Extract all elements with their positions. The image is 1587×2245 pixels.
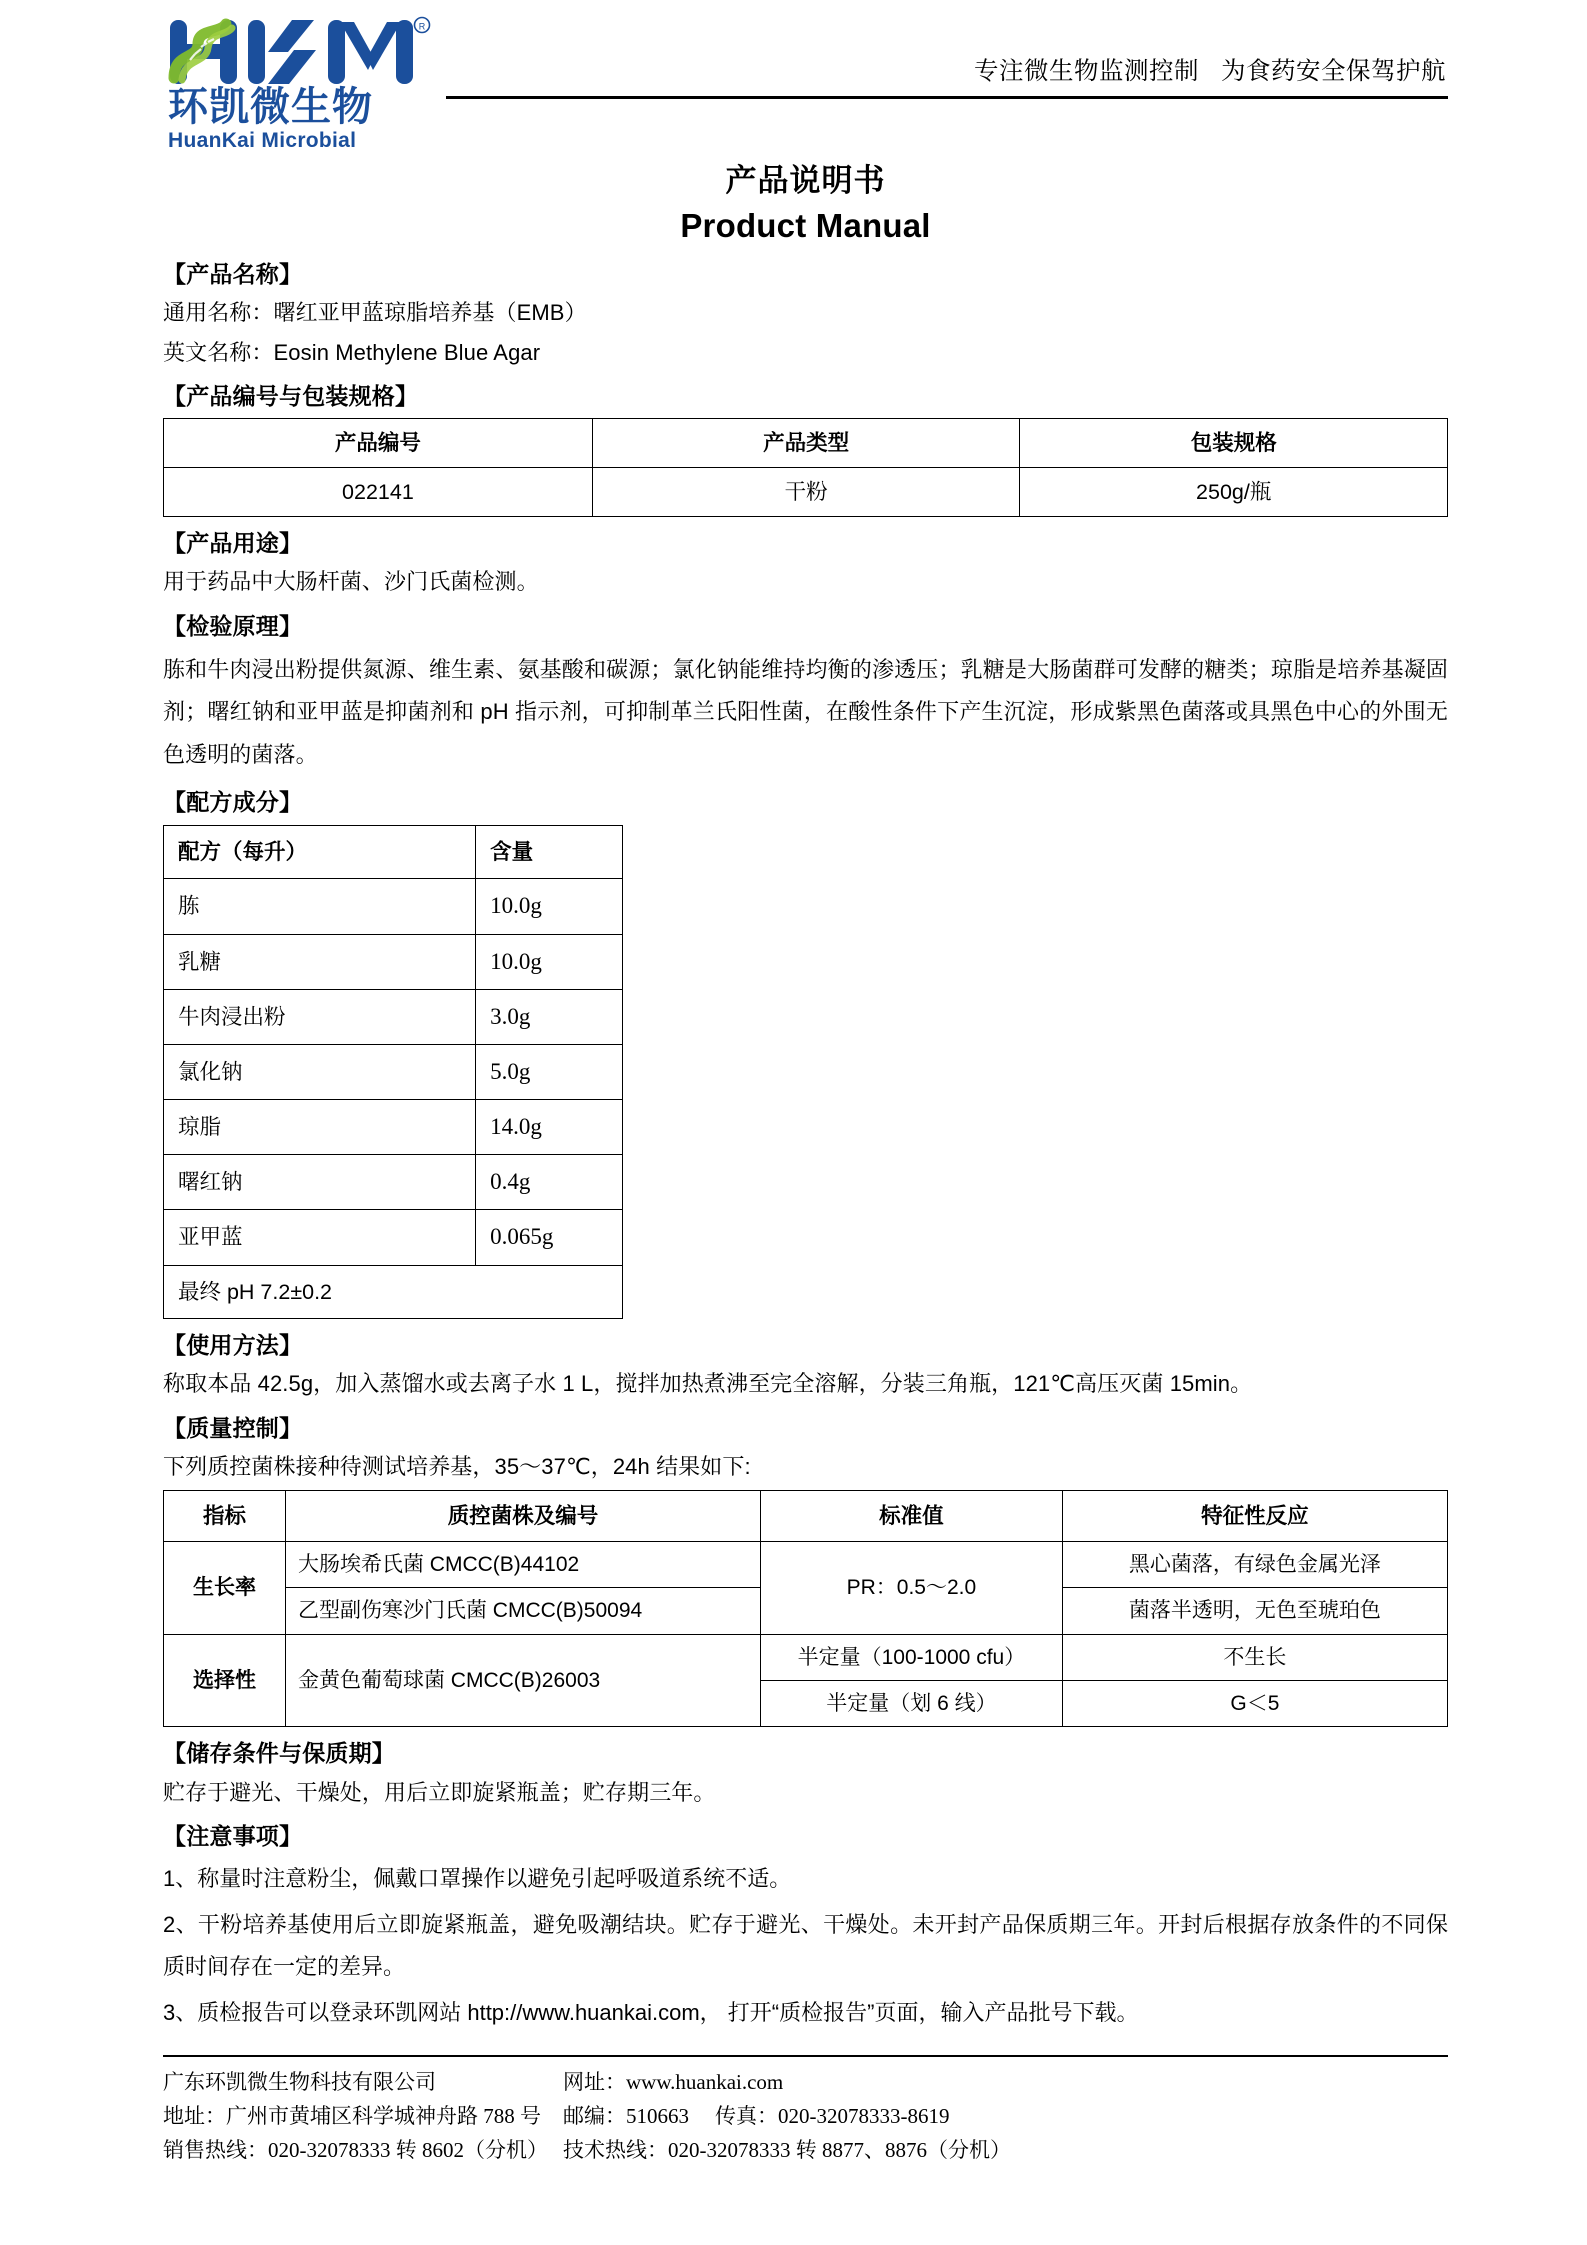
- spec-value-type: 干粉: [592, 467, 1020, 516]
- formula-amount: 10.0g: [476, 934, 623, 989]
- formula-amount: 3.0g: [476, 989, 623, 1044]
- footer-postcode: 邮编：510663: [563, 2104, 689, 2129]
- quality-control-table: [163, 1490, 1448, 1728]
- qc-col-reaction: 特征性反应: [1062, 1490, 1447, 1541]
- page-header: [163, 0, 1448, 150]
- footer-website: 网址：www.huankai.com: [563, 2070, 784, 2094]
- formula-amount: 0.065g: [476, 1210, 623, 1265]
- precaution-item: 1、称量时注意粉尘，佩戴口罩操作以避免引起呼吸道系统不适。: [163, 1865, 792, 1891]
- table-row: [164, 1044, 623, 1099]
- product-english-name: 英文名称：Eosin Methylene Blue Agar: [163, 339, 541, 365]
- hkm-wordmark-icon: [168, 16, 433, 90]
- footer-postcode-fax: [563, 2099, 1448, 2133]
- storage-text: 贮存于避光、干燥处，用后立即旋紧瓶盖；贮存期三年。: [163, 1779, 716, 1805]
- method-text: 称取本品 42.5g，加入蒸馏水或去离子水 1 L，搅拌加热煮沸至完全溶解，分装三角瓶，121℃高压灭菌 15min。: [163, 1371, 1253, 1397]
- qc-strain: 乙型副伤寒沙门氏菌 CMCC(B)50094: [285, 1588, 760, 1634]
- footer-divider: [163, 2055, 1448, 2057]
- footer-company-name: 广东环凯微生物科技有限公司: [163, 2070, 436, 2094]
- section-heading-precautions: 【注意事项】: [163, 1823, 303, 1850]
- section-heading-principle: 【检验原理】: [163, 612, 303, 639]
- footer-fax: 传真：020-32078333-8619: [715, 2104, 950, 2129]
- table-row: [164, 934, 623, 989]
- document-title-english: Product Manual: [680, 206, 931, 244]
- footer-address: 地址：广州市黄埔区科学城神舟路 788 号: [163, 2104, 541, 2129]
- section-heading-method: 【使用方法】: [163, 1331, 303, 1358]
- spec-value-package: 250g/瓶: [1020, 467, 1448, 516]
- table-header-row: [164, 826, 623, 879]
- header-divider: [446, 96, 1448, 99]
- formula-amount: 10.0g: [476, 879, 623, 934]
- qc-reaction: G＜5: [1062, 1680, 1447, 1726]
- formula-col-component: 配方（每升）: [164, 826, 476, 879]
- spec-col-package: 包装规格: [1020, 418, 1448, 467]
- principle-text: 胨和牛肉浸出粉提供氮源、维生素、氨基酸和碳源；氯化钠能维持均衡的渗透压；乳糖是大肠菌群可发酵的糖类；琼脂是培养基凝固剂；曙红钠和亚甲蓝是抑菌剂和 pH 指示剂，可抑制革兰氏阳性菌，在酸性条件下产生沉淀，形成紫黑色菌落或具黑色中心的外围无色透明的菌落。: [163, 657, 1448, 767]
- qc-strain: 金黄色葡萄球菌 CMCC(B)26003: [285, 1634, 760, 1727]
- formula-component: 牛肉浸出粉: [164, 989, 476, 1044]
- table-row: [164, 1155, 623, 1210]
- table-row: [164, 1100, 623, 1155]
- formula-amount: 14.0g: [476, 1100, 623, 1155]
- formula-component: 亚甲蓝: [164, 1210, 476, 1265]
- section-heading-product-name: 【产品名称】: [163, 260, 303, 287]
- purpose-text: 用于药品中大肠杆菌、沙门氏菌检测。: [163, 569, 539, 595]
- formula-amount: 0.4g: [476, 1155, 623, 1210]
- product-generic-name: 通用名称：曙红亚甲蓝琼脂培养基（EMB）: [163, 300, 587, 326]
- quality-control-intro: 下列质控菌株接种待测试培养基，35～37℃，24h 结果如下:: [163, 1454, 751, 1480]
- page-content: [163, 0, 1448, 2039]
- spec-table: [163, 418, 1448, 517]
- section-heading-storage: 【储存条件与保质期】: [163, 1740, 395, 1767]
- spec-col-code: 产品编号: [164, 418, 593, 467]
- page-footer: [163, 2055, 1448, 2167]
- table-header-row: [164, 1490, 1448, 1541]
- formula-table: [163, 825, 623, 1319]
- table-row: [164, 1541, 1448, 1587]
- qc-standard: 半定量（划 6 线）: [761, 1680, 1063, 1726]
- formula-component: 琼脂: [164, 1100, 476, 1155]
- section-heading-purpose: 【产品用途】: [163, 529, 303, 556]
- qc-standard: PR：0.5～2.0: [761, 1541, 1063, 1634]
- qc-col-strain: 质控菌株及编号: [285, 1490, 760, 1541]
- formula-final-ph: 最终 pH 7.2±0.2: [164, 1265, 623, 1318]
- spec-col-type: 产品类型: [592, 418, 1020, 467]
- logo-chinese-name: 环凯微生物: [168, 85, 373, 129]
- qc-strain: 大肠埃希氏菌 CMCC(B)44102: [285, 1541, 760, 1587]
- formula-col-amount: 含量: [476, 826, 623, 879]
- footer-tech-hotline: 技术热线：020-32078333 转 8877、8876（分机）: [563, 2138, 1011, 2163]
- formula-component: 乳糖: [164, 934, 476, 989]
- svg-text:R: R: [418, 21, 426, 32]
- qc-reaction: 不生长: [1062, 1634, 1447, 1680]
- qc-col-index: 指标: [164, 1490, 286, 1541]
- section-heading-quality-control: 【质量控制】: [163, 1414, 303, 1441]
- table-row: [164, 879, 623, 934]
- document-title-chinese: 产品说明书: [725, 163, 886, 198]
- qc-standard: 半定量（100-1000 cfu）: [761, 1634, 1063, 1680]
- qc-col-standard: 标准值: [761, 1490, 1063, 1541]
- footer-left-column: [163, 2065, 563, 2167]
- formula-component: 曙红钠: [164, 1155, 476, 1210]
- qc-index-growth-rate: 生长率: [164, 1541, 286, 1634]
- qc-index-selectivity: 选择性: [164, 1634, 286, 1727]
- table-row: [164, 467, 1448, 516]
- qc-reaction: 菌落半透明，无色至琥珀色: [1062, 1588, 1447, 1634]
- footer-sales-hotline: 销售热线：020-32078333 转 8602（分机）: [163, 2138, 548, 2163]
- section-heading-formula: 【配方成分】: [163, 788, 303, 815]
- precaution-item: 2、干粉培养基使用后立即旋紧瓶盖，避免吸潮结块。贮存于避光、干燥处。未开封产品保质期三年。开封后根据存放条件的不同保质时间存在一定的差异。: [163, 1911, 1448, 1980]
- tagline-left: 专注微生物监测控制: [974, 58, 1199, 85]
- precaution-item: 3、质检报告可以登录环凯网站 http://www.huankai.com， 打开“质检报告”页面，输入产品批号下载。: [163, 2000, 1139, 2026]
- qc-reaction: 黑心菌落，有绿色金属光泽: [1062, 1541, 1447, 1587]
- header-tagline: [974, 52, 1446, 87]
- spec-value-code: 022141: [164, 467, 593, 516]
- table-row: [164, 1210, 623, 1265]
- formula-amount: 5.0g: [476, 1044, 623, 1099]
- table-row: [164, 1634, 1448, 1680]
- table-row: [164, 989, 623, 1044]
- footer-right-column: [563, 2065, 1448, 2167]
- formula-component: 胨: [164, 879, 476, 934]
- logo-english-name: HuanKai Microbial: [168, 129, 357, 152]
- section-heading-spec: 【产品编号与包装规格】: [163, 383, 419, 410]
- formula-component: 氯化钠: [164, 1044, 476, 1099]
- tagline-right: 为食药安全保驾护航: [1221, 58, 1446, 85]
- company-logo: [168, 16, 438, 152]
- table-header-row: [164, 418, 1448, 467]
- table-row-ph: [164, 1265, 623, 1318]
